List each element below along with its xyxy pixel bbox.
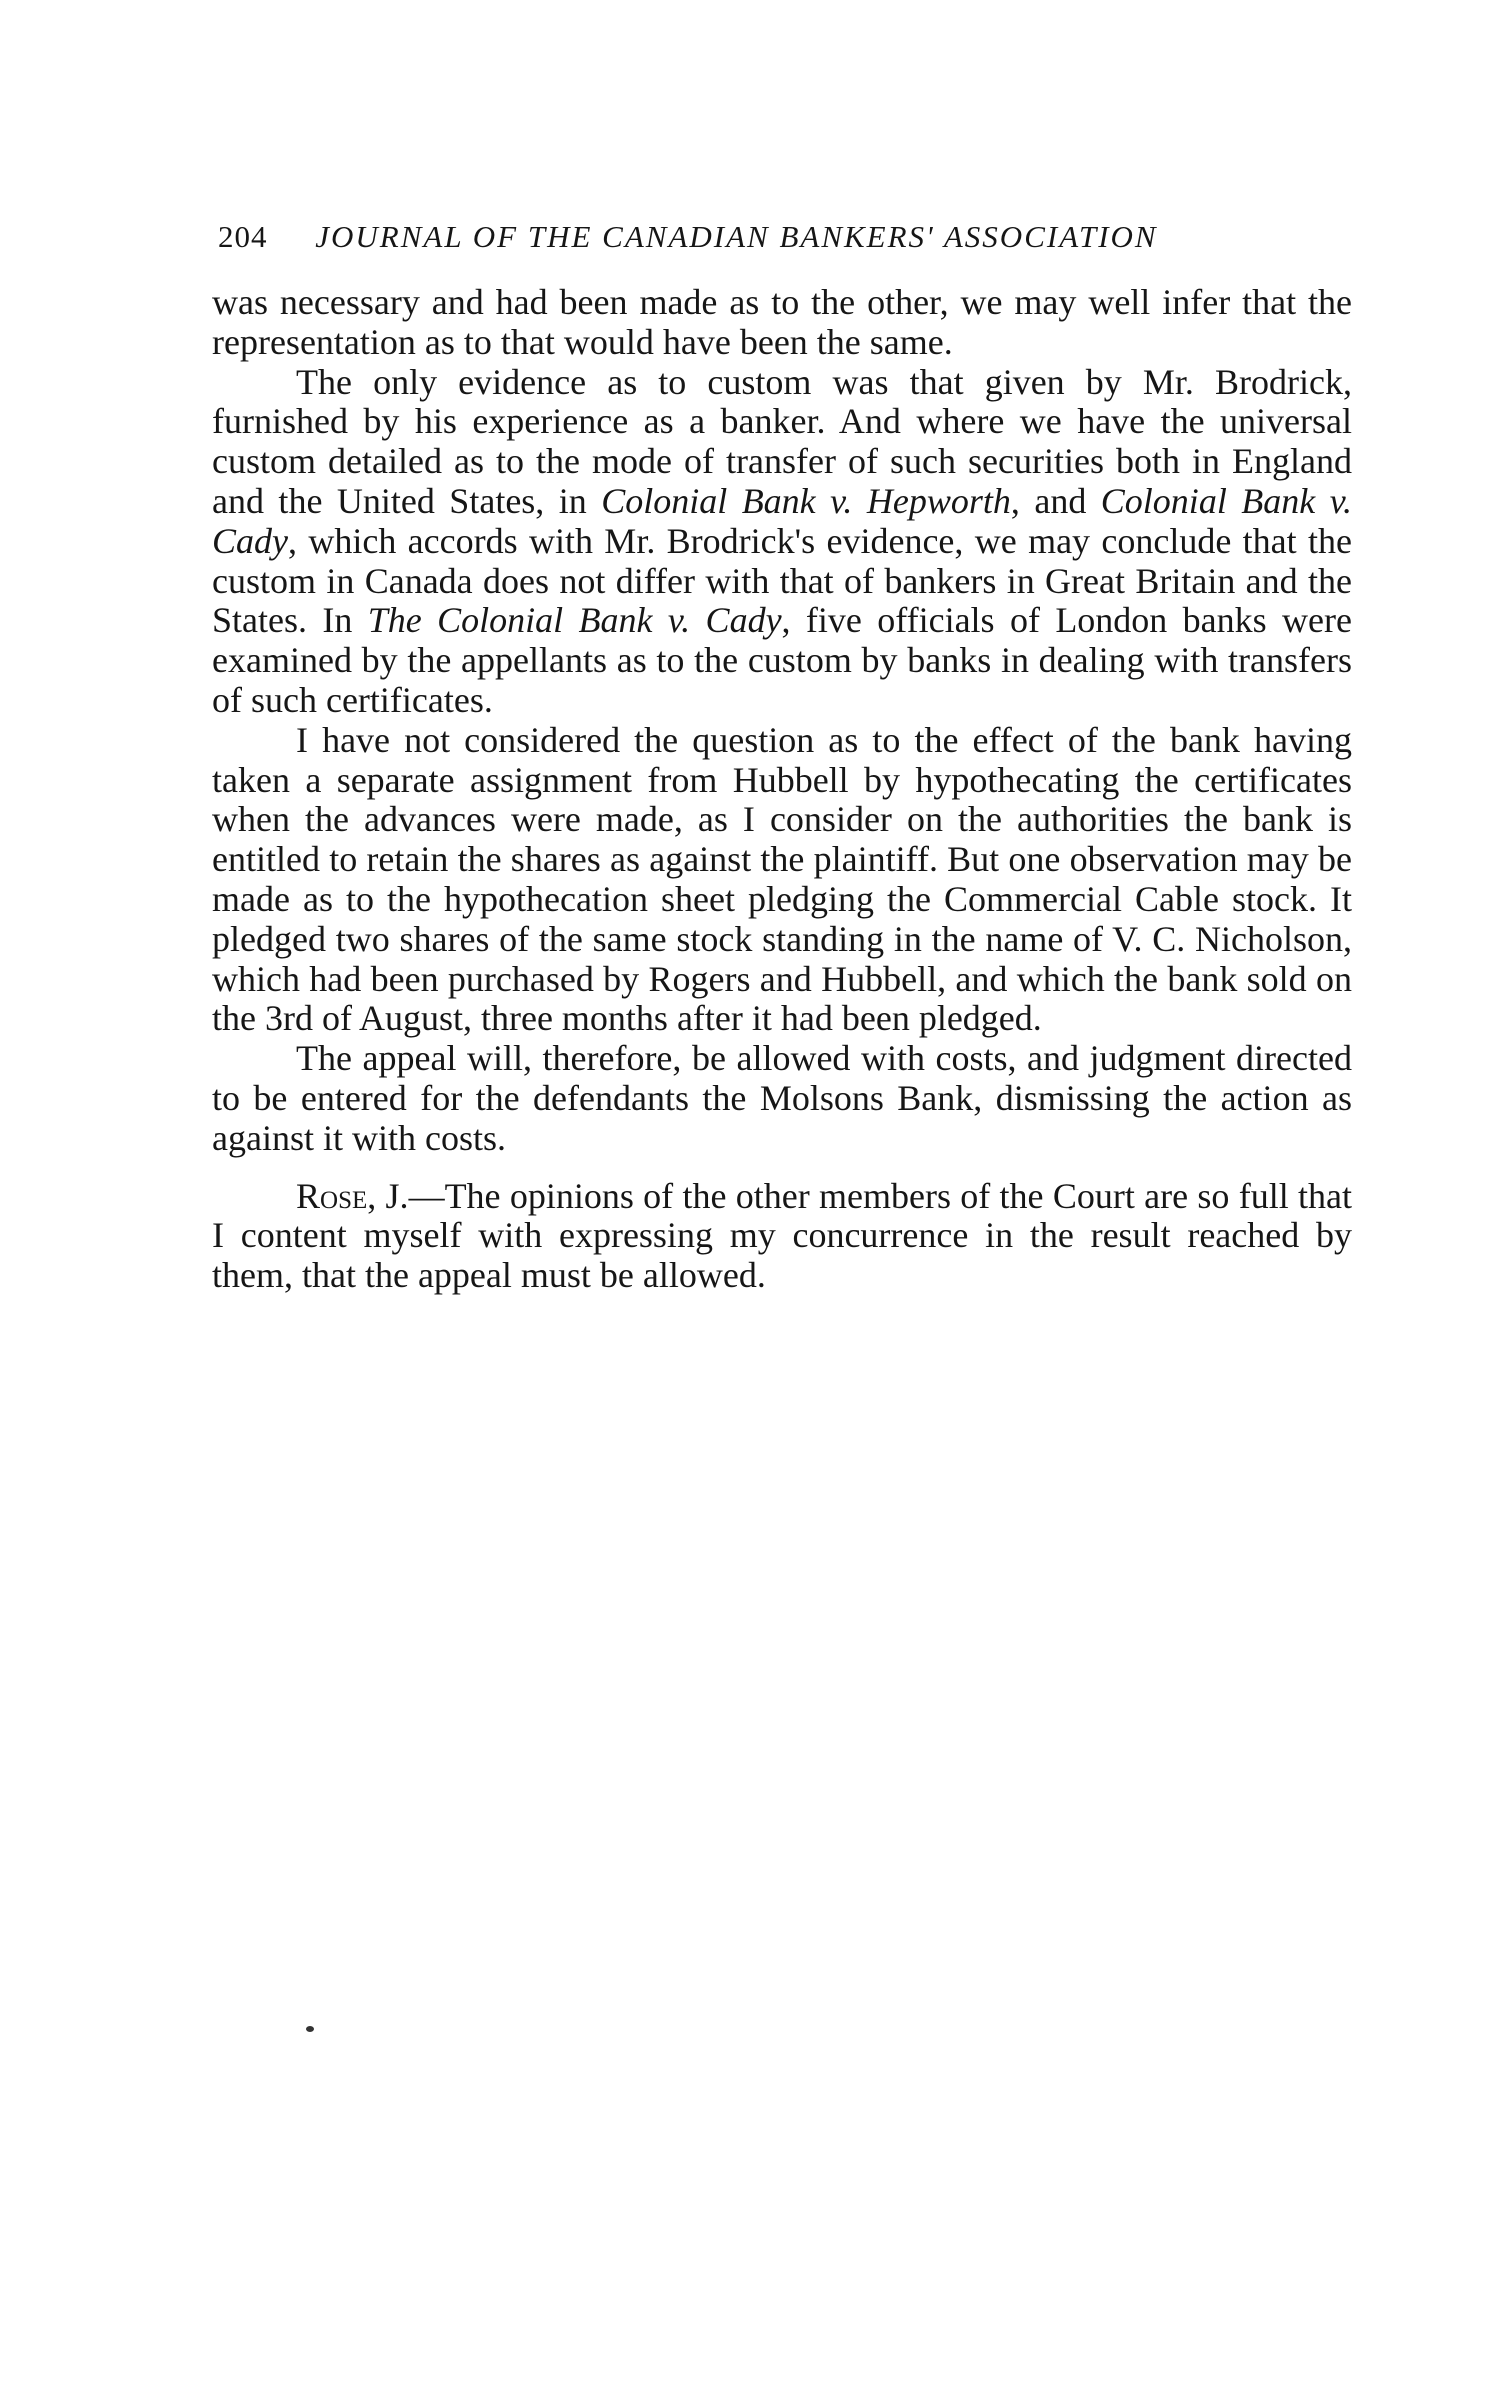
judge-name: Rose, J.: [296, 1175, 409, 1216]
article-body: [212, 283, 1352, 1296]
paragraph-hypothecation: I have not considered the question as to the effect of the bank having taken a separate assignment from Hubbell by hypothecating the certificates when the advances were made, as I consider on the authorities the bank is entitled to retain the shares as against the plaintiff. But one observation may be made as to the hypothecation sheet pledging the Commercial Cable stock. It pledged two shares of the same stock standing in the name of V. C. Nicholson, which had been purchased by Rogers and Hubbell, and which the bank sold on the 3rd of August, three months after it had been pledged.: [212, 719, 1352, 1039]
case-citation: Colonial Bank v. Hepworth: [601, 480, 1011, 521]
paragraph-continuation: was necessary and had been made as to the other, we may well infer that the representation as to that would have been the same.: [212, 282, 1352, 362]
running-head: JOURNAL OF THE CANADIAN BANKERS' ASSOCIATION: [315, 219, 1158, 254]
paragraph-custom-evidence: [212, 363, 1352, 721]
paragraph-text: The only evidence as to custom was that given by Mr. Brodrick, furnished by his experience as a banker. And where we have the universal custom detailed as to the mode of transfer of such securities both in England and the United States, in: [212, 361, 1352, 521]
paragraph-rose-opinion: [212, 1177, 1352, 1296]
ink-speck: [306, 2026, 314, 2032]
paragraph-text: —The opinions of the other members of the Court are so full that I content myself with expressing my concurrence in the result reached by them, that the appeal must be allowed.: [212, 1175, 1352, 1296]
case-citation: The Colonial Bank v. Cady: [367, 600, 782, 641]
page-number: 204: [218, 219, 268, 254]
paragraph-judgment: The appeal will, therefore, be allowed with costs, and judgment directed to be entered for the defendants the Molsons Bank, dismissing the action as against it with costs.: [212, 1038, 1352, 1158]
page-header: [218, 214, 1338, 260]
case-citation: Colonial Bank v. Cady: [212, 480, 1353, 561]
paragraph-text: , which accords with Mr. Brodrick's evidence, we may conclude that the custom in Canada does not differ with that of bankers in Great Britain and the States. In: [212, 520, 1352, 641]
paragraph-text: , five officials of London banks were examined by the appellants as to the custom by banks in dealing with transfers of such certificates.: [212, 600, 1352, 720]
paragraph-text: , and: [1010, 480, 1101, 521]
